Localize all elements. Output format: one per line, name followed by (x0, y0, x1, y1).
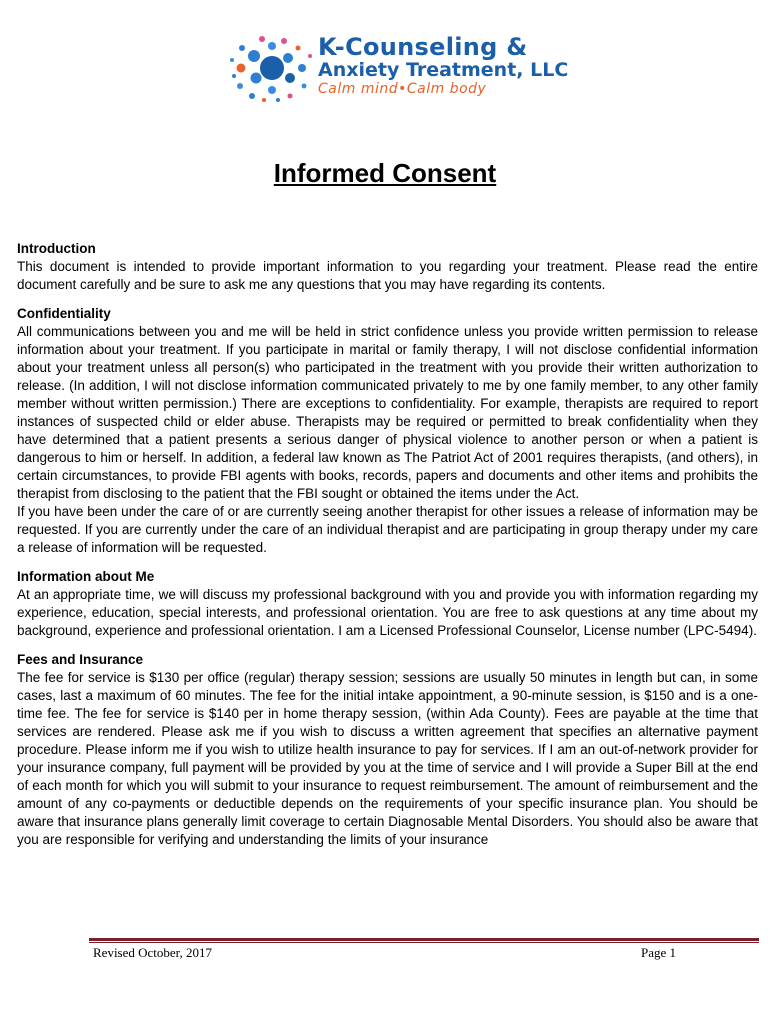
logo-dots-icon (228, 34, 314, 104)
company-logo (228, 34, 568, 106)
footer-divider-thin (89, 942, 759, 943)
document-title: Informed Consent (273, 158, 497, 188)
section-confidentiality (17, 305, 758, 557)
document-body (17, 240, 758, 860)
section-paragraph: This document is intended to provide important information to you regarding your treatment. Please read the entire document carefully and be sure to ask me any questions that you may have regarding its contents. (17, 259, 758, 292)
section-information-about-me (17, 568, 758, 640)
logo-text (318, 34, 568, 97)
footer-page-number: Page 1 (641, 945, 677, 960)
section-fees-and-insurance (17, 651, 758, 849)
logo-tagline: Calm mind•Calm body (318, 81, 487, 97)
section-introduction (17, 240, 758, 294)
footer-revised-date: Revised October, 2017 (93, 945, 212, 960)
section-paragraph: All communications between you and me will be held in strict confidence unless you provide written permission to release information about your treatment. If you participate in marital or family therapy, I will not disclose confidential information about your treatment unless all person(s) who participated in the treatment with you provide their written authorization to release. (In addition, I will not disclose information communicated privately to me by one family member, to any other family member without written permission.) There are exceptions to confidentiality. For example, therapists are required to report instances of suspected child or elder abuse. Therapists may be required or permitted to break confidentiality when they have determined that a patient presents a serious danger of physical violence to another person or when a patient is dangerous to him or herself. In addition, a federal law known as The Patriot Act of 2001 requires therapists, (and others), in certain circumstances, to provide FBI agents with books, records, papers and documents and other items and prohibits the therapist from disclosing to the patient that the FBI sought or obtained the items under the Act. (17, 324, 758, 501)
footer-divider (89, 938, 759, 941)
section-heading: Confidentiality (17, 306, 111, 321)
section-heading: Introduction (17, 241, 96, 256)
section-heading: Fees and Insurance (17, 652, 144, 667)
section-paragraph: The fee for service is $130 per office (regular) therapy session; sessions are usually 50 minutes in length but can, in some cases, last a maximum of 60 minutes. The fee for the initial intake appointment, a 90-minute session, is $150 and is a one-time fee. The fee for service is $140 per in home therapy session, (within Ada County). Fees are payable at the time that services are rendered. Please ask me if you wish to discuss a written agreement that specifies an alternative payment procedure. Please inform me if you wish to utilize health insurance to pay for services. If I am an out-of-network provider for your insurance company, full payment will be provided by you at the time of service and I will provide a Super Bill at the end of each month for which you will submit to your insurance to request reimbursement. The amount of reimbursement and the amount of any co-payments or deductible depends on the requirements of your specific insurance plan. You should be aware that insurance plans generally limit coverage to certain Diagnosable Mental Disorders. You should also be aware that you are responsible for verifying and understanding the limits of your insurance (17, 670, 758, 847)
section-heading: Information about Me (17, 569, 155, 584)
logo-company-name: K-Counseling & (318, 33, 528, 61)
section-paragraph: At an appropriate time, we will discuss my professional background with you and provide you with information regarding my experience, education, special interests, and professional orientation. You are free to ask questions at any time about my background, experience and professional orientation. I am a Licensed Professional Counselor, License number (LPC-5494). (17, 587, 758, 638)
logo-company-subtitle: Anxiety Treatment, LLC (318, 59, 569, 81)
section-paragraph: If you have been under the care of or are currently seeing another therapist for other issues a release of information may be requested. If you are currently under the care of an individual therapist and are participating in group therapy under my care a release of information will be requested. (17, 504, 758, 555)
